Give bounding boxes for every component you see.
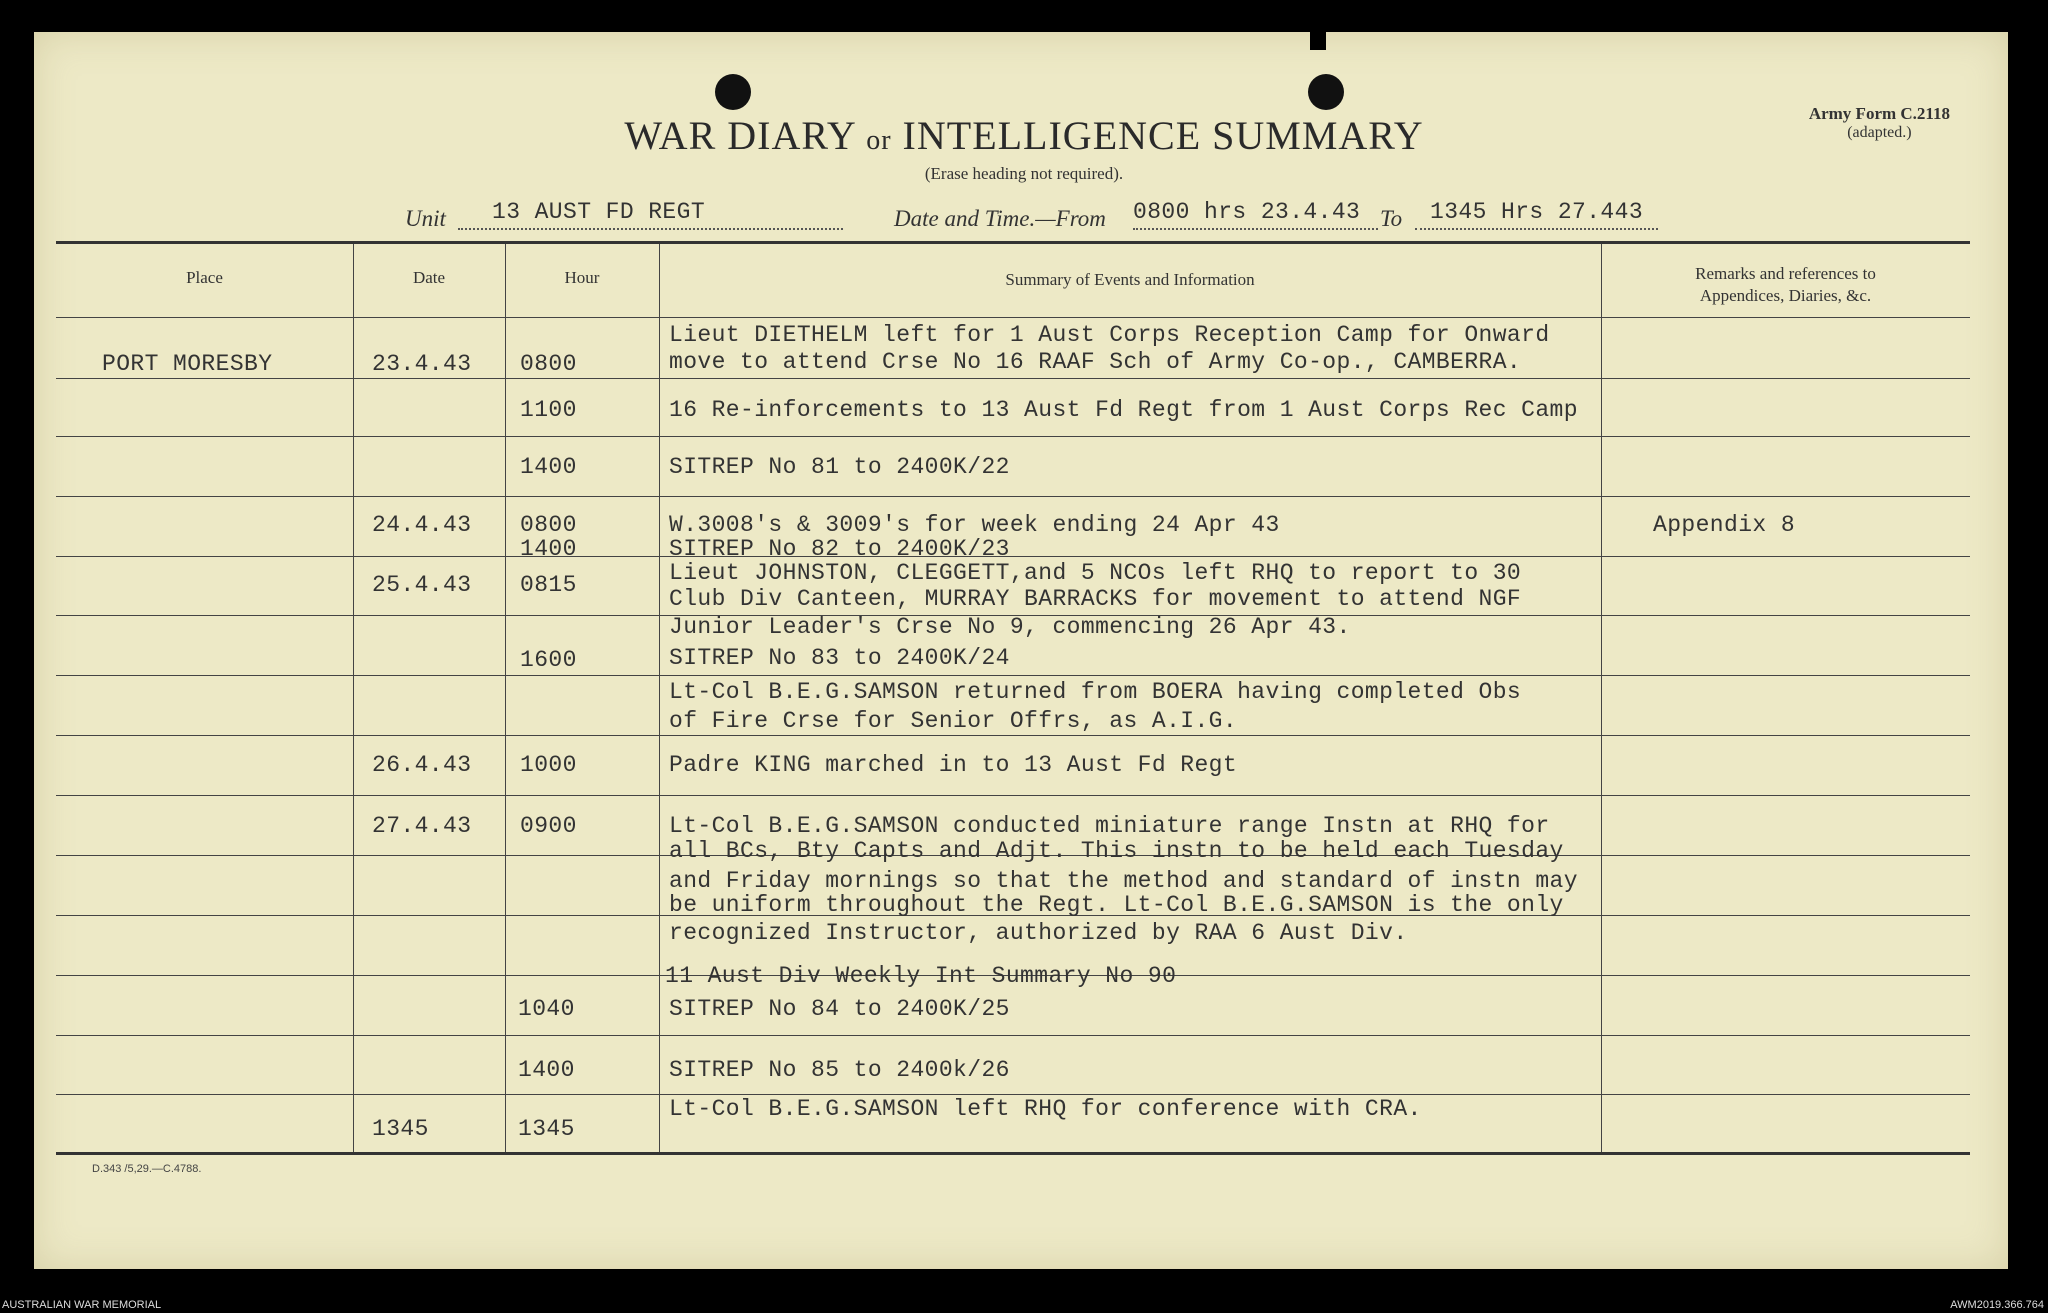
row-rule bbox=[56, 735, 1970, 736]
remarks-header-line-1: Remarks and references to bbox=[1695, 264, 1876, 283]
title-war-diary: WAR DIARY bbox=[624, 113, 856, 158]
table-bottom-rule bbox=[56, 1152, 1970, 1155]
to-dotline bbox=[1415, 228, 1658, 230]
entry-summary-line: Padre KING marched in to 13 Aust Fd Regt bbox=[669, 752, 1238, 778]
entry-summary-line: and Friday mornings so that the method and standard of instn may bbox=[669, 868, 1578, 894]
unit-value: 13 AUST FD REGT bbox=[492, 199, 706, 225]
row-rule bbox=[56, 1035, 1970, 1036]
entry-summary-line: Lieut DIETHELM left for 1 Aust Corps Reception Camp for Onward bbox=[669, 322, 1550, 348]
entry-date: 27.4.43 bbox=[372, 813, 472, 839]
archive-credit: AUSTRALIAN WAR MEMORIAL bbox=[2, 1299, 162, 1311]
entry-summary-line: 16 Re-inforcements to 13 Aust Fd Regt from 1 Aust Corps Rec Camp bbox=[669, 397, 1578, 423]
row-rule bbox=[56, 675, 1970, 676]
header-bottom-rule bbox=[56, 317, 1970, 318]
col-divider-hour bbox=[659, 244, 660, 1152]
entry-hour: 0800 bbox=[520, 351, 577, 377]
entry-summary-line: SITREP No 85 to 2400k/26 bbox=[669, 1057, 1010, 1083]
entry-date: 23.4.43 bbox=[372, 351, 472, 377]
army-form-number: Army Form C.2118 bbox=[1808, 104, 1950, 123]
entry-hour: 1345 bbox=[518, 1116, 575, 1142]
from-dotline bbox=[1133, 228, 1378, 230]
archive-reference: AWM2019.366.764 bbox=[1950, 1299, 2044, 1311]
entry-summary-line: Lt-Col B.E.G.SAMSON left RHQ for conference with CRA. bbox=[669, 1096, 1422, 1122]
row-rule bbox=[56, 378, 1970, 379]
entry-summary-line: recognized Instructor, authorized by RAA 6 Aust Div. bbox=[669, 920, 1408, 946]
row-rule bbox=[56, 795, 1970, 796]
entry-hour: 0815 bbox=[520, 572, 577, 598]
column-header-hour: Hour bbox=[564, 268, 600, 287]
entry-hour: 1400 bbox=[520, 536, 577, 562]
unit-label: Unit bbox=[405, 206, 446, 231]
entry-summary-line: SITREP No 84 to 2400K/25 bbox=[669, 996, 1010, 1022]
entry-date: 25.4.43 bbox=[372, 572, 472, 598]
entry-summary-line: Lt-Col B.E.G.SAMSON conducted miniature range Instn at RHQ for bbox=[669, 813, 1550, 839]
page-title bbox=[0, 112, 2048, 159]
entry-hour: 1400 bbox=[518, 1057, 575, 1083]
entry-summary-line: be uniform throughout the Regt. Lt-Col B.E.G.SAMSON is the only bbox=[669, 892, 1564, 918]
entry-hour: 1400 bbox=[520, 454, 577, 480]
entry-hour: 0800 bbox=[520, 512, 577, 538]
entry-summary-line: Junior Leader's Crse No 9, commencing 26 Apr 43. bbox=[669, 614, 1351, 640]
entry-date: 24.4.43 bbox=[372, 512, 472, 538]
table-top-rule bbox=[56, 241, 1970, 244]
row-rule bbox=[56, 436, 1970, 437]
page-subtitle: (Erase heading not required). bbox=[924, 164, 1124, 183]
entry-place: PORT MORESBY bbox=[102, 351, 273, 377]
entry-date: 1345 bbox=[372, 1116, 429, 1142]
entry-date: 26.4.43 bbox=[372, 752, 472, 778]
punch-hole-right bbox=[1308, 74, 1344, 110]
entry-remarks: Appendix 8 bbox=[1653, 512, 1796, 538]
entry-summary-line: Lt-Col B.E.G.SAMSON returned from BOERA having completed Obs bbox=[669, 679, 1522, 705]
to-label: To bbox=[1380, 206, 1403, 231]
title-or: or bbox=[866, 125, 892, 156]
entry-summary-line: Club Div Canteen, MURRAY BARRACKS for movement to attend NGF bbox=[669, 586, 1522, 612]
paper-tear bbox=[1310, 0, 1326, 50]
column-header-summary: Summary of Events and Information bbox=[1005, 270, 1255, 289]
date-time-label: Date and Time.—From bbox=[894, 206, 1106, 231]
row-rule bbox=[56, 556, 1970, 557]
entry-summary-line: move to attend Crse No 16 RAAF Sch of Army Co-op., CAMBERRA. bbox=[669, 349, 1522, 375]
entry-summary-line: W.3008's & 3009's for week ending 24 Apr 43 bbox=[669, 512, 1280, 538]
column-header-remarks bbox=[1601, 263, 1970, 307]
entry-hour: 1000 bbox=[520, 752, 577, 778]
entry-hour: 0900 bbox=[520, 813, 577, 839]
row-rule bbox=[56, 1094, 1970, 1095]
entry-summary-line: SITREP No 83 to 2400K/24 bbox=[669, 645, 1010, 671]
entry-summary-line: SITREP No 82 to 2400K/23 bbox=[669, 536, 1010, 562]
column-header-place: Place bbox=[186, 268, 223, 287]
column-header-date: Date bbox=[412, 268, 446, 287]
row-rule bbox=[56, 496, 1970, 497]
entry-summary-line: Lieut JOHNSTON, CLEGGETT,and 5 NCOs left RHQ to report to 30 bbox=[669, 560, 1522, 586]
entry-summary-line: of Fire Crse for Senior Offrs, as A.I.G. bbox=[669, 708, 1238, 734]
remarks-header-line-2: Appendices, Diaries, &c. bbox=[1699, 286, 1872, 305]
entry-hour: 1100 bbox=[520, 397, 577, 423]
army-form-label bbox=[1809, 104, 1950, 142]
from-value: 0800 hrs 23.4.43 bbox=[1133, 199, 1361, 225]
form-print-code: D.343 /5,29.—C.4788. bbox=[92, 1163, 202, 1175]
entry-summary-line: all BCs, Bty Capts and Adjt. This instn to be held each Tuesday bbox=[669, 838, 1564, 864]
col-divider-place bbox=[353, 244, 354, 1152]
title-intelligence-summary: INTELLIGENCE SUMMARY bbox=[902, 113, 1424, 158]
entry-hour: 1600 bbox=[520, 647, 577, 673]
entry-summary-line: SITREP No 81 to 2400K/22 bbox=[669, 454, 1010, 480]
unit-dotline bbox=[458, 228, 843, 230]
col-divider-date bbox=[505, 244, 506, 1152]
army-form-adapted: (adapted.) bbox=[1847, 124, 1912, 141]
punch-hole-left bbox=[715, 74, 751, 110]
col-divider-summary bbox=[1601, 244, 1602, 1152]
entry-summary-line: 11 Aust Div Weekly Int Summary No 90 bbox=[665, 963, 1177, 989]
entry-hour: 1040 bbox=[518, 996, 575, 1022]
to-value: 1345 Hrs 27.443 bbox=[1430, 199, 1644, 225]
